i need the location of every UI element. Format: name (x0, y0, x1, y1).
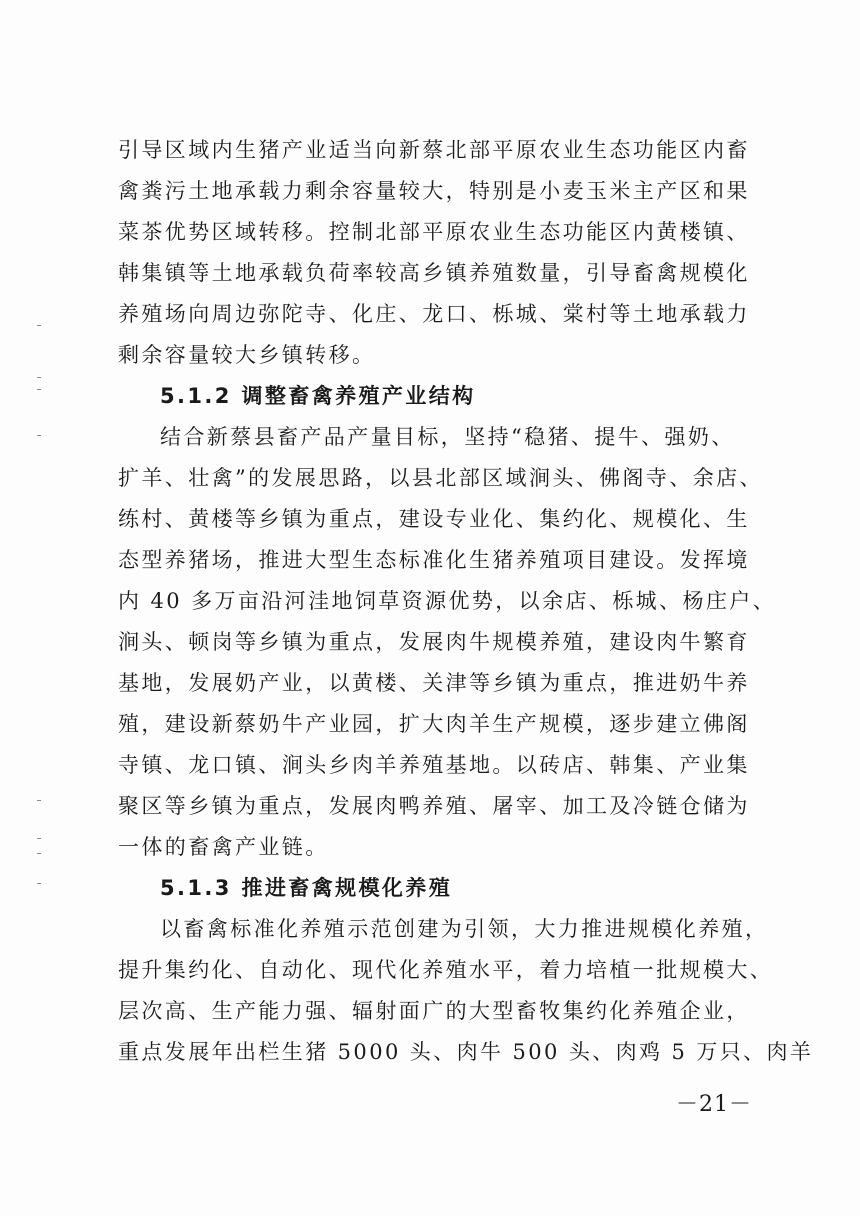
text-line: 寺镇、龙口镇、涧头乡肉羊养殖基地。以砖店、韩集、产业集 (118, 753, 750, 777)
text-line: 禽粪污土地承载力剩余容量较大，特别是小麦玉米主产区和果 (118, 179, 750, 203)
page-number: －21－ (676, 1092, 752, 1117)
text-line: 养殖场向周边弥陀寺、化庄、龙口、栎城、棠村等土地承载力 (118, 302, 750, 326)
scan-mark (37, 883, 41, 884)
text-line: 结合新蔡县畜产品产量目标，坚持“稳猪、提牛、强奶、 (160, 425, 735, 449)
paragraph-1 (118, 130, 750, 376)
text-line: 层次高、生产能力强、辐射面广的大型畜牧集约化养殖企业， (118, 999, 750, 1023)
text-line: 殖，建设新蔡奶牛产业园，扩大肉羊生产规模，逐步建立佛阁 (118, 712, 750, 736)
paragraph-3 (118, 909, 814, 1073)
text-line: 涧头、顿岗等乡镇为重点，发展肉牛规模养殖，建设肉牛繁育 (118, 630, 750, 654)
text-line: 练村、黄楼等乡镇为重点，建设专业化、集约化、规模化、生 (118, 507, 750, 531)
text-line: 提升集约化、自动化、现代化养殖水平，着力培植一批规模大、 (118, 958, 774, 982)
scan-mark (37, 853, 41, 854)
text-line: 剩余容量较大乡镇转移。 (118, 343, 376, 367)
paragraph-2 (118, 417, 777, 868)
text-line: 以畜禽标准化养殖示范创建为引领，大力推进规模化养殖， (160, 917, 769, 941)
text-line: 聚区等乡镇为重点，发展肉鸭养殖、屠宰、加工及冷链仓储为 (118, 794, 750, 818)
section-heading-5-1-2: 5.1.2 调整畜禽养殖产业结构 (160, 384, 476, 408)
text-line: 韩集镇等土地承载负荷率较高乡镇养殖数量，引导畜禽规模化 (118, 261, 750, 285)
text-line: 扩羊、壮禽”的发展思路，以县北部区域涧头、佛阁寺、余店、 (118, 466, 763, 490)
text-line: 内 40 多万亩沿河洼地饲草资源优势，以余店、栎城、杨庄户、 (118, 589, 777, 613)
scan-mark (37, 800, 41, 801)
text-line: 引导区域内生猪产业适当向新蔡北部平原农业生态功能区内畜 (118, 138, 750, 162)
text-line: 态型养猪场，推进大型生态标准化生猪养殖项目建设。发挥境 (118, 548, 750, 572)
scan-mark (37, 377, 41, 378)
text-line: 一体的畜禽产业链。 (118, 835, 329, 859)
text-line: 基地，发展奶产业，以黄楼、关津等乡镇为重点，推进奶牛养 (118, 671, 750, 695)
section-heading-5-1-3: 5.1.3 推进畜禽规模化养殖 (160, 876, 453, 900)
text-line: 菜茶优势区域转移。控制北部平原农业生态功能区内黄楼镇、 (118, 220, 750, 244)
text-line: 重点发展年出栏生猪 5000 头、肉牛 500 头、肉鸡 5 万只、肉羊 (118, 1040, 814, 1064)
body-text (118, 130, 814, 1073)
scan-mark (37, 838, 41, 839)
scan-mark (37, 435, 41, 436)
scan-mark (37, 389, 41, 390)
scan-mark (37, 325, 41, 326)
